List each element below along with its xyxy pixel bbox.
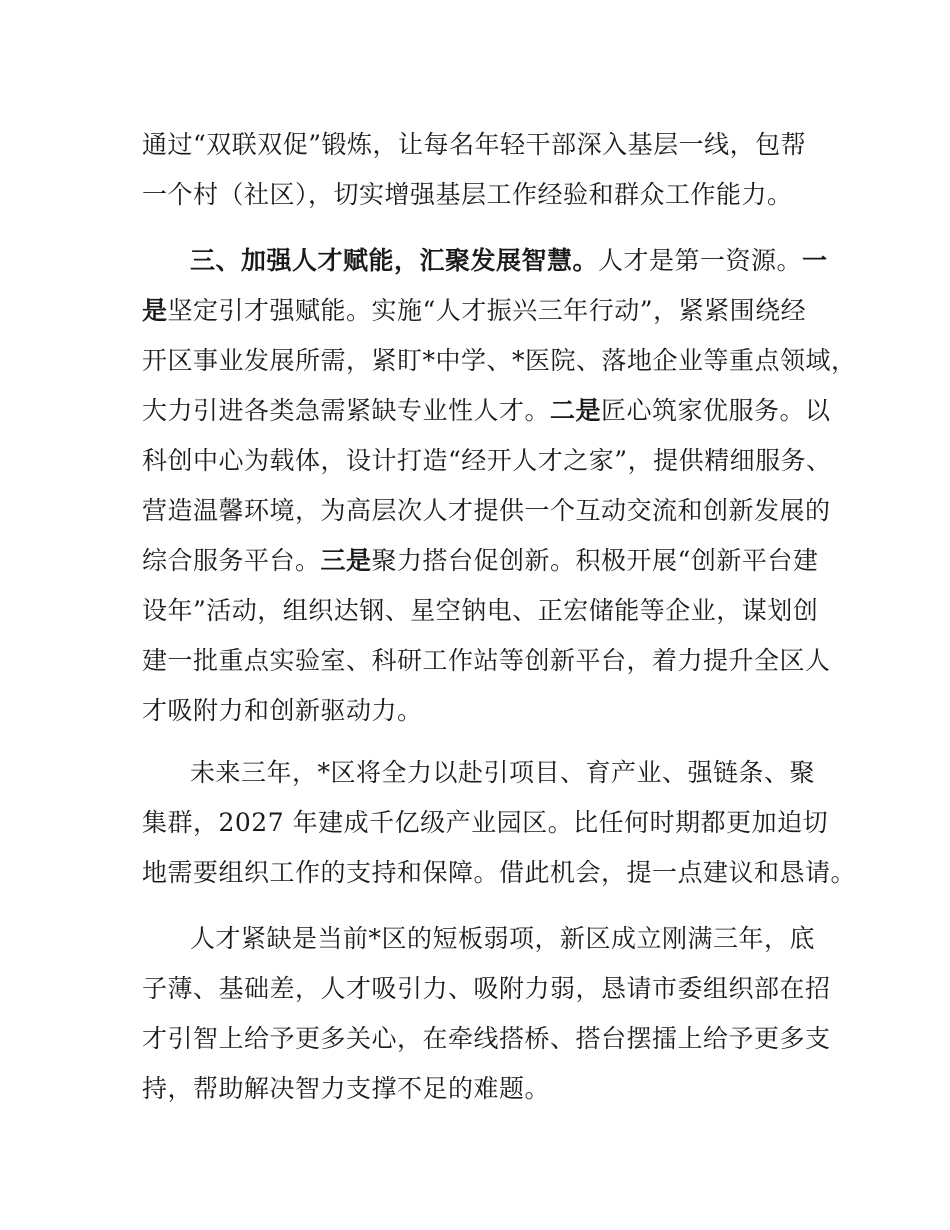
text-run: 匠心筑家优服务。以	[601, 396, 831, 425]
paragraph-3-line-2: 集群，2027 年建成千亿级产业园区。比任何时期都更加迫切	[142, 808, 829, 837]
paragraph-3-line-3: 地需要组织工作的支持和保障。借此机会，提一点建议和恳请。	[142, 858, 857, 887]
paragraph-4-line-3: 才引智上给予更多关心，在牵线搭桥、搭台摆擂上给予更多支	[142, 1024, 831, 1053]
bold-run: 一	[802, 246, 828, 275]
section-heading: 三、加强人才赋能，汇聚发展智慧。	[190, 246, 599, 275]
text-run: 综合服务平台。	[142, 546, 321, 575]
paragraph-4-line-2: 子薄、基础差，人才吸引力、吸附力弱，恳请市委组织部在招	[142, 974, 831, 1003]
paragraph-2-line-2	[142, 296, 822, 326]
text-run: 聚力搭台促创新。积极开展“创新平台建	[371, 546, 819, 575]
paragraph-4-line-1: 人才紧缺是当前*区的短板弱项，新区成立刚满三年，底	[190, 924, 816, 953]
paragraph-2-line-8: 设年”活动，组织达钢、星空钠电、正宏储能等企业，谋划创	[142, 596, 819, 625]
paragraph-3-line-1: 未来三年，*区将全力以赴引项目、育产业、强链条、聚	[190, 758, 816, 787]
paragraph-2-line-1	[190, 246, 828, 276]
paragraph-1-line-2: 一个村（社区），切实增强基层工作经验和群众工作能力。	[142, 180, 793, 209]
paragraph-2-line-9: 建一批重点实验室、科研工作站等创新平台，着力提升全区人	[142, 646, 831, 675]
paragraph-2-line-4	[142, 396, 831, 426]
text-run: 大力引进各类急需紧缺专业性人才。	[142, 396, 551, 425]
paragraph-4-line-4: 持，帮助解决智力支撑不足的难题。	[142, 1074, 551, 1103]
text-run: 人才是第一资源。	[598, 246, 803, 275]
bold-run: 是	[142, 296, 168, 325]
paragraph-2-line-10: 才吸附力和创新驱动力。	[142, 696, 423, 725]
bold-run: 二是	[550, 396, 602, 425]
bold-run: 三是	[320, 546, 372, 575]
text-run: 坚定引才强赋能。实施“人才振兴三年行动”，紧紧围绕经	[167, 296, 807, 325]
paragraph-1-line-1: 通过“双联双促”锻炼，让每名年轻干部深入基层一线，包帮	[142, 130, 807, 159]
paragraph-2-line-6: 营造温馨环境，为高层次人才提供一个互动交流和创新发展的	[142, 496, 831, 525]
paragraph-2-line-3: 开区事业发展所需，紧盯*中学、*医院、落地企业等重点领域，	[142, 346, 857, 375]
paragraph-2-line-7	[142, 546, 822, 576]
paragraph-2-line-5: 科创中心为载体，设计打造“经开人才之家”，提供精细服务、	[142, 446, 832, 475]
